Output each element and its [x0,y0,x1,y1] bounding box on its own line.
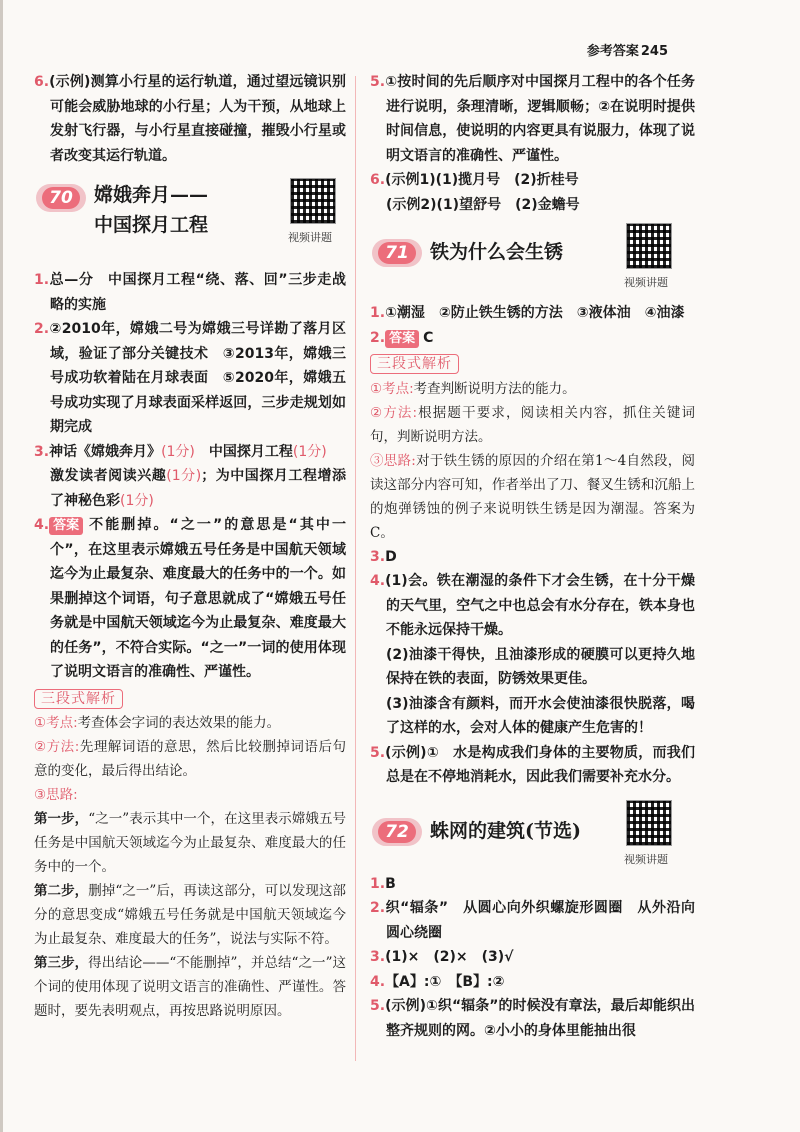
lesson-title: 蛛网的建筑(节选) [430,819,581,842]
answer-number: 6. [34,74,50,90]
answer-3 [370,945,695,970]
lesson-number: 71 [378,242,416,264]
analysis-step-1 [34,807,346,879]
lesson-badge [372,818,422,846]
answer-text: 织“辐条” 从圆心向外织螺旋形圆圈 从外沿向圆心绕圈 [385,900,695,941]
answer-tag: 答案 [385,330,419,348]
answer-number: 5. [370,998,386,1014]
step-label: 第三步， [34,955,89,971]
lesson-number: 72 [378,821,416,843]
answer-number: 3. [34,443,50,460]
score: (1分) [166,468,202,484]
step-text: “之一”表示其中一个，在这里表示嫦娥五号任务是中国航天领域迄今为止最复杂、难度最大的任务中的一个。 [34,811,347,875]
analysis-text: 根据题干要求，阅读相关内容，抓住关键词句，判断说明方法。 [370,404,696,445]
step-text: 得出结论——“不能删掉”，并总结“之一”这个词的使用体现了说明文语言的准确性、严谨性。答题时，要先表明观点，再按思路说明原因。 [34,955,347,1019]
right-column [370,70,695,1043]
lesson-title: 铁为什么会生锈 [430,241,564,263]
video-label[interactable]: 视频讲题 [624,852,668,866]
analysis-label: ③思路: [370,452,416,469]
analysis-method [34,735,346,783]
answer-text: (1)× (2)× (3)√ [385,949,514,965]
lesson-70-header [34,174,346,264]
answer-number: 3. [370,548,386,565]
answer-text: C [423,329,434,346]
lesson-badge [36,184,86,212]
qr-code-icon[interactable] [290,178,336,224]
analysis-thinking [34,783,346,807]
lesson-title [94,180,208,240]
step-label: 第二步， [34,883,89,899]
analysis-badge: 三段式解析 [34,689,123,709]
score: (1分) [120,492,154,509]
analysis-text: 考查体会字词的表达效果的能力。 [77,715,281,731]
answer-3 [34,440,346,514]
video-label[interactable]: 视频讲题 [288,231,332,244]
answer-text: (示例1)(1)揽月号 (2)折桂号 [385,172,579,188]
answer-text: (3)油漆含有颜料，而开水会使油漆很快脱落，喝了这样的水，会对人体的健康产生危害的！ [386,695,695,736]
answer-5b [370,741,695,790]
answer-number: 4. [370,973,386,990]
answer-number: 2. [34,321,50,337]
answer-text: B [385,875,396,892]
lesson-72-header [370,796,695,868]
answer-number: 1. [34,272,50,288]
answer-6 [370,168,695,217]
answer-text: (示例2)(1)望舒号 (2)金蟾号 [386,196,580,213]
answer-number: 4. [34,517,50,533]
analysis-point [370,377,695,401]
answer-2 [370,326,695,351]
lesson-71-header [370,223,695,297]
header-title: 参考答案 [586,44,639,59]
analysis-step-3 [34,951,346,1023]
column-divider [355,76,356,1061]
analysis-text: 考查判断说明方法的能力。 [413,380,576,397]
answer-text: (示例)①织“辐条”的时候没有章法，最后却能织出整齐规则的网。②小小的身体里能抽出很 [385,998,695,1039]
answer-text: ①按时间的先后顺序对中国探月工程中的各个任务进行说明，条理清晰，逻辑顺畅；②在说明时提供时间信息，使说明的内容更具有说服力，体现了说明文语言的准确性、严谨性。 [385,74,695,164]
page-number: 245 [640,44,668,59]
answer-number: 5. [370,74,386,90]
qr-code-icon[interactable] [626,800,672,846]
lesson-number: 70 [42,187,80,209]
left-column [34,70,346,1023]
answer-6 [34,70,346,168]
answer-4 [370,569,695,741]
answer-number: 1. [370,875,386,892]
answer-text: (示例)测算小行星的运行轨道，通过望远镜识别可能会威胁地球的小行星；人为干预，从地球上发射飞行器，与小行星直接碰撞，摧毁小行星或者改变其运行轨道。 [49,74,346,164]
analysis-label: ②方法: [34,739,80,755]
page-edge [0,0,3,1132]
analysis-text: 先理解词语的意思，然后比较删掉词语后句意的变化，最后得出结论。 [34,739,347,779]
answer-3 [370,545,695,570]
analysis-label: ②方法: [370,404,418,421]
page-header [585,40,668,59]
analysis-label: ①考点: [370,380,414,397]
answer-text: 总—分 中国探月工程“绕、落、回”三步走战略的实施 [49,272,346,313]
answer-number: 2. [370,900,386,916]
score: (1分) [161,443,195,460]
answer-5 [370,994,695,1043]
answer-text: 【A】:① 【B】:② [385,973,505,990]
answer-number: 3. [370,949,386,965]
analysis-text: 对于铁生锈的原因的介绍在第1～4自然段，阅读这部分内容可知，作者举出了刀、餐叉生锈和沉船上的炮弹锈蚀的例子来说明铁生锈是因为潮湿。答案为C。 [370,452,695,541]
step-text: 删掉“之一”后，再读这部分，可以发现这部分的意思变成“嫦娥五号任务就是中国航天领域迄今为止最复杂、难度最大的任务”，说法与实际不符。 [34,883,347,947]
answer-text: (示例)① 水是构成我们身体的主要物质，而我们总是在不停地消耗水，因此我们需要补充水分。 [385,744,695,785]
answer-number: 1. [370,305,386,321]
answer-text: 不能删掉。“之一”的意思是“其中一个”，在这里表示嫦娥五号任务是中国航天领域迄今为止最复杂、难度最大的任务中的一个。如果删掉这个词语，句子意思就成了“嫦娥五号任务就是中国航天领域迄今为止最复杂、难度最大的任务”，不符合实际。“之一”一词的使用体现了说明文语言的准确性、严谨性。 [50,517,346,680]
answer-1 [370,301,695,326]
qr-code-icon[interactable] [626,223,672,269]
answer-text: ②2010年，嫦娥二号为嫦娥三号详勘了落月区域，验证了部分关键技术 ③2013年，嫦娥三号成功软着陆在月球表面 ⑤2020年，嫦娥五号成功实现了月球表面采样返回，三步走规划如期完成 [49,321,346,435]
answer-tag: 答案 [49,517,83,535]
analysis-step-2 [34,879,346,951]
analysis-point [34,711,346,735]
answer-2 [34,317,346,440]
answer-2 [370,896,695,945]
answer-1 [34,268,346,317]
analysis-badge: 三段式解析 [370,354,459,374]
answer-text: D [385,548,397,565]
analysis-label: ③思路: [34,787,78,803]
answer-text: (2)油漆干得快，且油漆形成的硬膜可以更持久地保持在铁的表面，防锈效果更佳。 [386,646,695,687]
answer-text: 激发读者阅读兴趣 [50,468,167,484]
answer-number: 2. [370,329,386,346]
lesson-badge [372,239,422,267]
answer-5 [370,70,695,168]
answer-text: ；为中国探月工程增添了神秘色彩 [50,468,346,509]
answer-4 [370,970,695,995]
answer-number: 6. [370,172,386,188]
answer-text: 神话《嫦娥奔月》 [49,443,162,460]
analysis-label: ①考点: [34,715,78,731]
lesson-title-line1: 嫦娥奔月—— [94,184,209,206]
step-label: 第一步， [34,811,89,827]
answer-4 [34,513,346,685]
lesson-title-line2: 中国探月工程 [94,214,209,236]
video-label[interactable]: 视频讲题 [624,276,668,289]
score: (1分) [292,443,327,460]
answer-text: 中国探月工程 [194,443,293,460]
analysis-thinking [370,449,695,545]
analysis-method [370,401,695,449]
answer-text: ①潮湿 ②防止铁生锈的方法 ③液体油 ④油漆 [385,305,685,321]
answer-text: (1)会。铁在潮湿的条件下才会生锈，在十分干燥的天气里，空气之中也总会有水分存在，铁本身也不能永远保持干燥。 [385,573,695,638]
answer-1 [370,872,695,897]
answer-number: 4. [370,573,386,589]
answer-number: 5. [370,744,386,761]
